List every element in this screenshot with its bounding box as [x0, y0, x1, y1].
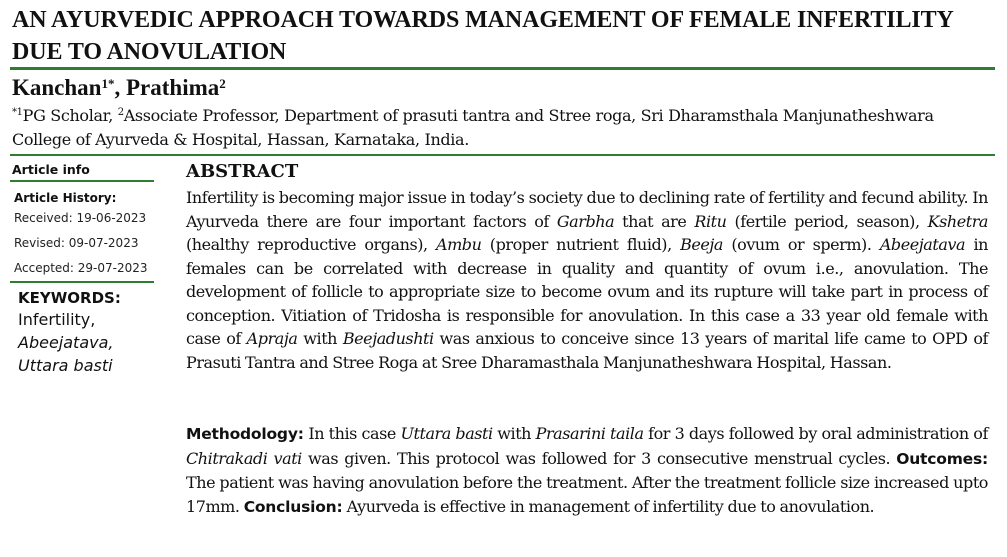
abstract-term: Uttara basti	[400, 424, 493, 443]
keyword: Uttara basti	[18, 356, 113, 375]
affiliation-marker: *1	[12, 107, 23, 118]
affiliation	[12, 104, 942, 152]
author-marker: 2	[219, 76, 226, 91]
article-history-heading: Article History:	[14, 191, 117, 205]
abstract-text: Ayurveda is effective in management of infertility due to anovulation.	[342, 496, 875, 516]
header-divider	[10, 154, 995, 156]
abstract-term: Ambu	[435, 235, 482, 254]
abstract-text: that are	[614, 211, 695, 231]
author-list	[12, 73, 226, 103]
author-separator: ,	[114, 75, 126, 100]
paper-title: AN AYURVEDIC APPROACH TOWARDS MANAGEMENT OF FEMALE INFERTILITY DUE TO ANOVULATION	[12, 7, 953, 65]
abstract-term: Apraja	[246, 329, 298, 348]
abstract-text: (healthy reproductive organs),	[186, 235, 436, 254]
abstract-term: Abeejatava	[879, 235, 966, 254]
abstract-term: Garbha	[556, 211, 615, 231]
affiliation-marker: 2	[117, 107, 124, 118]
abstract-paragraph	[186, 186, 988, 374]
methodology-label: Methodology:	[186, 425, 304, 443]
abstract-text: with	[297, 329, 343, 348]
abstract-text: for 3 days followed by oral administration of	[643, 424, 988, 443]
abstract-text: was given. This protocol was followed for 3 consecutive menstrual cycles.	[301, 448, 897, 468]
affiliation-text: PG Scholar,	[22, 106, 118, 125]
abstract-text: with	[492, 424, 536, 443]
outcomes-label: Outcomes:	[896, 449, 988, 468]
abstract-term: Prasarini taila	[535, 424, 644, 443]
abstract-text: (fertile period, season),	[726, 211, 928, 231]
accepted-date: Accepted: 29-07-2023	[14, 261, 148, 275]
conclusion-label: Conclusion:	[243, 497, 343, 516]
article-info-heading: Article info	[12, 162, 90, 177]
keywords-heading: KEYWORDS:	[18, 289, 121, 307]
author-name: Prathima	[125, 75, 220, 100]
abstract-text: The patient was having anovulation before the treatment. After the treatment follicle size increased upto 17mm.	[186, 473, 988, 516]
author-name: Kanchan	[12, 75, 102, 100]
abstract-text: In this case	[303, 424, 401, 443]
article-info-sidebar	[10, 158, 162, 377]
abstract-heading: ABSTRACT	[186, 161, 299, 182]
abstract-paragraph	[186, 422, 988, 519]
sidebar-divider	[10, 281, 154, 283]
author-marker: 1*	[101, 76, 115, 91]
title-divider	[10, 67, 995, 70]
abstract-text: in females can be correlated with decrease in quality and quantity of ovum i.e., anovulation. The development of follicle to appropriate size to become ovum and its rupture will take part in process of conception. Vitiation of Tridosha is responsible for anovulation. In this case a 33 year old female with case of	[186, 235, 988, 348]
abstract-text: was anxious to conceive since 13 years of marital life came to OPD of Prasuti Tantra and Stree Roga at Sree Dharamasthala Manjunatheshwara Hospital, Hassan.	[186, 329, 988, 372]
abstract-text: Infertility is becoming major issue in today’s society due to declining rate of fertility and fecund ability. In Ayurveda there are four important factors of	[186, 188, 988, 231]
abstract-term: Beeja	[680, 235, 724, 254]
abstract-text: (ovum or sperm).	[723, 235, 880, 254]
sidebar-divider	[10, 180, 154, 182]
abstract-text: (proper nutrient fluid),	[481, 235, 681, 254]
keyword: Abeejatava,	[18, 333, 114, 352]
abstract-term: Chitrakadi vati	[186, 448, 302, 468]
abstract-term: Beejadushti	[342, 329, 434, 348]
revised-date: Revised: 09-07-2023	[14, 236, 139, 250]
received-date: Received: 19-06-2023	[14, 211, 147, 225]
affiliation-text: Associate Professor, Department of prasuti tantra and Stree roga, Sri Dharamsthala Manjunatheshwara College of Ayurveda & Hospital, Hassan, Karnataka, India.	[12, 106, 934, 149]
keyword: Infertility,	[18, 310, 96, 329]
abstract-term: Kshetra	[927, 211, 988, 231]
abstract-term: Ritu	[694, 211, 727, 231]
